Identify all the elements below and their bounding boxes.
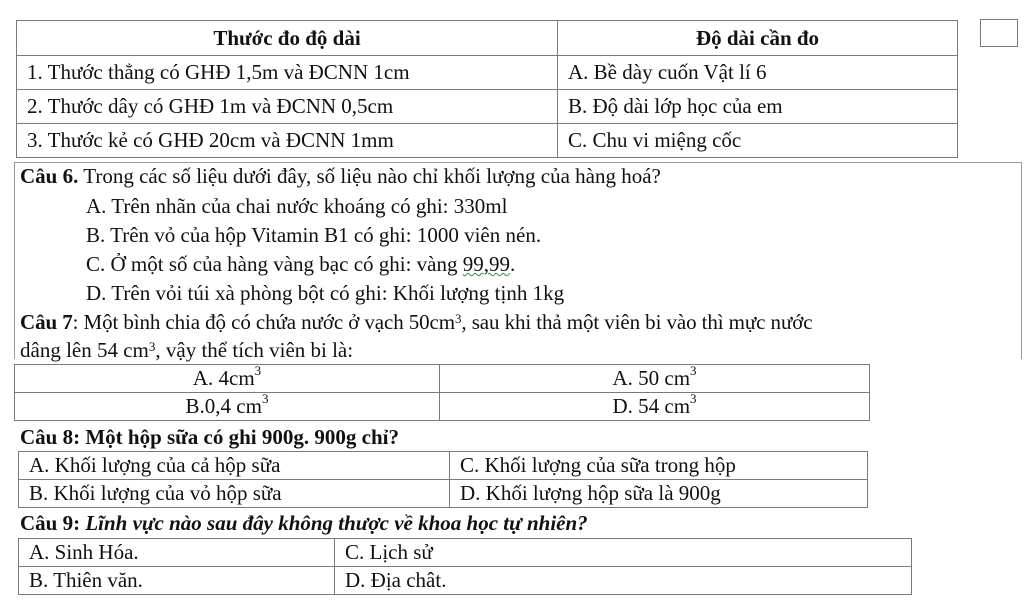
q8-option-b: B. Khối lượng của vỏ hộp sữa — [19, 480, 450, 508]
q7-option-c — [440, 365, 870, 393]
table-row — [17, 56, 958, 90]
q9-label: Câu 9: — [20, 511, 81, 535]
q7-sup: 3 — [254, 363, 262, 378]
q7-option-a — [15, 365, 440, 393]
length-measure-table — [16, 20, 958, 158]
header-length-to-measure: Độ dài cần đo — [558, 21, 958, 56]
table-row — [15, 365, 870, 393]
table-cell: 2. Thước dây có GHĐ 1m và ĐCNN 0,5cm — [17, 90, 558, 124]
q7-sup: 3 — [455, 311, 462, 326]
q6-option-c-value: 99,99 — [462, 252, 510, 276]
table-cell: C. Chu vi miệng cốc — [558, 124, 958, 158]
q7-text-a: : Một bình chia độ có chứa nước ở vạch 50cm — [72, 310, 456, 334]
q9-option-c: C. Lịch sử — [335, 539, 912, 567]
q7-text-c: dâng lên 54 cm — [20, 338, 149, 362]
q7-sup: 3 — [261, 391, 269, 406]
q9-question — [20, 509, 588, 537]
table-header-row — [17, 21, 958, 56]
q6-option-c-end: . — [510, 252, 516, 276]
table-row — [19, 480, 868, 508]
q6-option-b: B. Trên vỏ của hộp Vitamin B1 có ghi: 1000 viên nén. — [86, 223, 542, 247]
q7-option-c-text: A. 50 cm — [612, 366, 691, 390]
table-cell: 1. Thước thẳng có GHĐ 1,5m và ĐCNN 1cm — [17, 56, 558, 90]
table-row — [19, 567, 912, 595]
empty-box — [980, 19, 1018, 47]
q8-option-c: C. Khối lượng của sữa trong hộp — [450, 452, 868, 480]
q7-label: Câu 7 — [20, 310, 73, 334]
table-row — [19, 452, 868, 480]
q7-options-table — [14, 364, 870, 421]
table-row — [17, 124, 958, 158]
q6-option-a: A. Trên nhãn của chai nước khoáng có ghi: 330ml — [86, 194, 508, 218]
q7-sup: 3 — [690, 363, 697, 378]
q7-text-d: , vậy thể tích viên bi là: — [155, 338, 354, 362]
q6-option-d: D. Trên vỏi túi xà phòng bột có ghi: Khối lượng tịnh 1kg — [86, 281, 565, 305]
q6-option-c — [86, 250, 515, 278]
table-cell: B. Độ dài lớp học của em — [558, 90, 958, 124]
q8-options-table — [18, 451, 868, 508]
q8-option-a: A. Khối lượng của cả hộp sữa — [19, 452, 450, 480]
q6-question — [20, 162, 661, 190]
table-row — [15, 393, 870, 421]
table-row — [17, 90, 958, 124]
q6-label: Câu 6. — [20, 164, 79, 188]
q7-text-b: , sau khi thả một viên bi vào thì mực nước — [461, 310, 813, 334]
table-row — [19, 539, 912, 567]
q7-option-b-text: B.0,4 cm — [185, 394, 262, 418]
q9-options-table — [18, 538, 912, 595]
q7-option-d-text: D. 54 cm — [612, 394, 691, 418]
q7-option-a-text: A. 4cm — [192, 366, 255, 390]
q7-question-line2 — [20, 336, 353, 364]
q9-option-d: D. Địa chât. — [335, 567, 912, 595]
table-cell: 3. Thước kẻ có GHĐ 20cm và ĐCNN 1mm — [17, 124, 558, 158]
q7-option-b — [15, 393, 440, 421]
q9-text: Lĩnh vực nào sau đây không thược về khoa học tự nhiên? — [80, 511, 588, 535]
q7-option-d — [440, 393, 870, 421]
q8-option-d: D. Khối lượng hộp sữa là 900g — [450, 480, 868, 508]
q9-option-a: A. Sinh Hóa. — [19, 539, 335, 567]
table-cell: A. Bề dày cuốn Vật lí 6 — [558, 56, 958, 90]
q7-question-line1 — [20, 308, 812, 336]
q8-question: Câu 8: Một hộp sữa có ghi 900g. 900g chỉ? — [20, 425, 399, 449]
q9-option-b: B. Thiên văn. — [19, 567, 335, 595]
q6-option-c-text: C. Ở một số của hàng vàng bạc có ghi: vàng — [86, 252, 463, 276]
q7-sup: 3 — [148, 339, 156, 354]
q7-sup: 3 — [690, 391, 697, 406]
header-measuring-tool: Thước đo độ dài — [17, 21, 558, 56]
q6-text: Trong các số liệu dưới đây, số liệu nào chỉ khối lượng của hàng hoá? — [78, 164, 661, 188]
